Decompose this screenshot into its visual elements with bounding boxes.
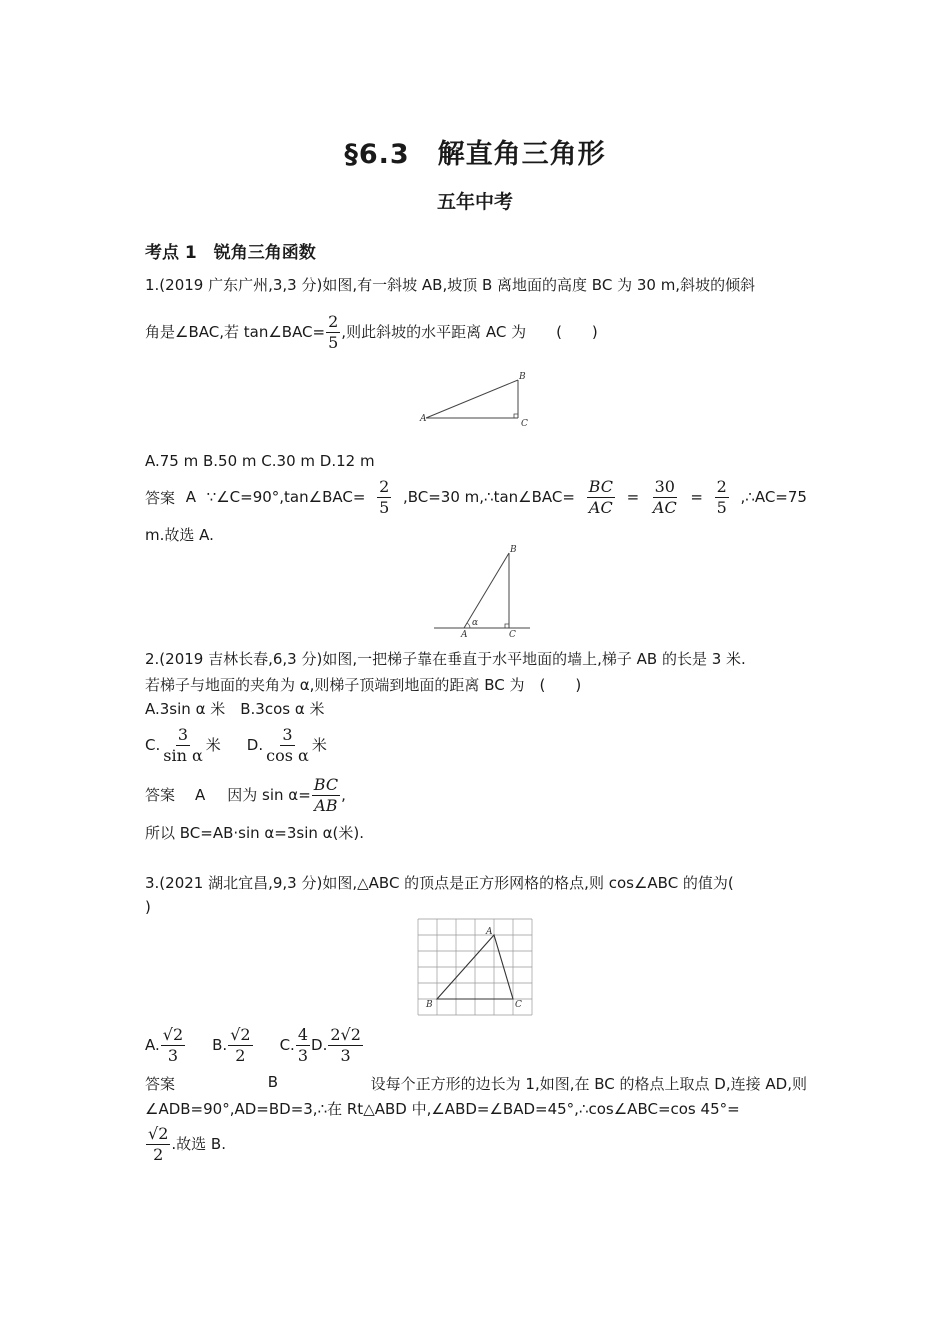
fraction-numerator: 30 (654, 476, 675, 496)
q3-stem-line2: ) (145, 898, 151, 916)
fraction-numerator: 2 (328, 312, 339, 331)
fraction-denominator: AC (652, 497, 677, 517)
q1-stem-line2 (145, 312, 598, 353)
q3-option-b-frac (228, 1025, 252, 1066)
fraction-numerator: √2 (162, 1025, 184, 1044)
q1-stem-fraction (326, 312, 340, 353)
q2-option-c-unit: 米 (205, 736, 221, 754)
q2-answer-line2: 所以 BC=AB·sin α=3sin α(米). (145, 824, 365, 842)
fraction-denominator: 5 (379, 497, 390, 517)
fraction-denominator: AC (588, 497, 613, 517)
fraction-denominator: AB (314, 796, 338, 815)
q3-label-a: A (486, 927, 493, 937)
q2-answer-text-b: , (341, 786, 346, 804)
q1-answer-label: 答案 (145, 488, 176, 507)
q3-answer-text-1: 设每个正方形的边长为 1,如图,在 BC 的格点上取点 D,连接 AD,则 (370, 1075, 807, 1093)
q1-label-a: A (420, 414, 427, 424)
q3-option-b-label: B. (212, 1036, 228, 1054)
fraction-numerator: √2 (148, 1124, 169, 1143)
q3-answer-label: 答案 (145, 1075, 176, 1093)
fraction-denominator: 3 (297, 1046, 309, 1065)
q1-stem-text-b: ,则此斜坡的水平距离 AC 为 ( ) (341, 323, 598, 341)
q1-answer-frac-1 (377, 477, 391, 518)
fraction-numerator: 2√2 (330, 1025, 361, 1044)
q3-answer-line2: ∠ADB=90°,AD=BD=3,∴在 Rt△ABD 中,∠ABD=∠BAD=45°,∴cos∠ABC=cos 45°= (145, 1100, 740, 1118)
fraction-numerator: √2 (230, 1025, 251, 1044)
q3-option-c-label: C. (279, 1036, 295, 1054)
q2-stem-line2: 若梯子与地面的夹角为 α,则梯子顶端到地面的距离 BC 为 ( ) (145, 676, 582, 694)
q1-answer-line2: m.故选 A. (145, 526, 214, 544)
q1b-label-a: A (461, 630, 468, 640)
q2-option-c-frac (161, 725, 205, 766)
q2-option-d-frac (264, 725, 311, 766)
q1-label-b: B (519, 372, 526, 382)
fraction-numerator: 4 (297, 1025, 309, 1044)
q3-grid-figure (417, 918, 533, 1016)
fraction-numerator: BC (313, 775, 339, 794)
fraction-numerator: 3 (282, 725, 293, 744)
q3-answer-line1 (145, 1073, 807, 1094)
q2-answer-line1 (145, 774, 346, 816)
q2-option-d-unit: 米 (311, 736, 327, 754)
q1-answer-frac-4 (715, 477, 729, 518)
q3-answer-line3 (145, 1122, 226, 1166)
q1-ladder-figure (432, 543, 532, 640)
q3-options (145, 1022, 364, 1068)
q1b-label-alpha: α (472, 618, 479, 628)
q3-option-c-frac (296, 1025, 310, 1066)
fraction-denominator: 3 (340, 1046, 351, 1065)
q1-answer-text-b: ,BC=30 m,∴tan∠BAC= (402, 488, 575, 506)
q1b-label-c: C (509, 630, 516, 640)
q2-option-c-label: C. (145, 736, 161, 754)
q3-answer-letter: B (267, 1073, 278, 1091)
fraction-denominator: cos α (266, 746, 309, 765)
q1-stem-line1: 1.(2019 广东广州,3,3 分)如图,有一斜坡 AB,坡顶 B 离地面的高度 BC 为 30 m,斜坡的倾斜 (145, 276, 756, 294)
q2-answer-label: 答案 (145, 786, 176, 804)
fraction-numerator: 3 (177, 725, 189, 744)
q3-answer-frac (146, 1124, 170, 1165)
q3-label-c: C (515, 1000, 522, 1010)
q1-answer-text-c: ,∴AC=75 (740, 488, 807, 506)
section-heading: 考点 1 锐角三角函数 (145, 243, 316, 263)
q2-options-ab: A.3sin α 米 B.3cos α 米 (145, 700, 325, 718)
page-subtitle: 五年中考 (436, 191, 513, 213)
fraction-numerator: BC (588, 476, 613, 496)
q1-answer-equals-1: = (626, 488, 640, 506)
q1-answer-line1 (145, 476, 807, 518)
q2-options-cd (145, 724, 327, 766)
q3-option-a-label: A. (145, 1036, 160, 1054)
fraction-denominator: 5 (328, 333, 339, 352)
q1-answer-letter: A (185, 488, 196, 506)
q3-option-a-frac (161, 1025, 185, 1066)
q1-stem-text-a: 角是∠BAC,若 tan∠BAC= (145, 323, 326, 341)
fraction-numerator: 2 (379, 476, 390, 496)
fraction-denominator: sin α (163, 746, 203, 765)
q1-answer-frac-2 (587, 477, 615, 518)
q3-option-d-label: D. (311, 1036, 328, 1054)
q3-stem-line1: 3.(2021 湖北宜昌,9,3 分)如图,△ABC 的顶点是正方形网格的格点,则 cos∠ABC 的值为( (145, 874, 734, 892)
q2-answer-frac (312, 775, 340, 816)
q3-option-d-frac (328, 1025, 363, 1066)
q1-answer-frac-3 (651, 477, 679, 518)
fraction-denominator: 2 (153, 1145, 164, 1164)
q1-answer-equals-2: = (690, 488, 703, 506)
q1-answer-text-a: ∵∠C=90°,tan∠BAC= (206, 488, 366, 506)
fraction-denominator: 2 (235, 1046, 246, 1065)
q1-slope-figure (418, 370, 533, 430)
fraction-numerator: 2 (716, 476, 727, 496)
q3-label-b: B (426, 1000, 433, 1010)
q2-option-d-label: D. (246, 736, 264, 754)
q2-answer-text-a: 因为 sin α= (227, 786, 311, 804)
fraction-denominator: 3 (167, 1046, 179, 1065)
fraction-denominator: 5 (716, 497, 727, 517)
q1b-label-b: B (510, 545, 517, 555)
q2-answer-letter: A (195, 786, 206, 804)
q2-stem-line1: 2.(2019 吉林长春,6,3 分)如图,一把梯子靠在垂直于水平地面的墙上,梯子 AB 的长是 3 米. (145, 650, 746, 668)
q1-label-c: C (521, 419, 528, 429)
q1-options: A.75 m B.50 m C.30 m D.12 m (145, 452, 375, 470)
q3-answer-text-3: .故选 B. (171, 1135, 226, 1153)
page-title: §6.3 解直角三角形 (344, 139, 606, 170)
